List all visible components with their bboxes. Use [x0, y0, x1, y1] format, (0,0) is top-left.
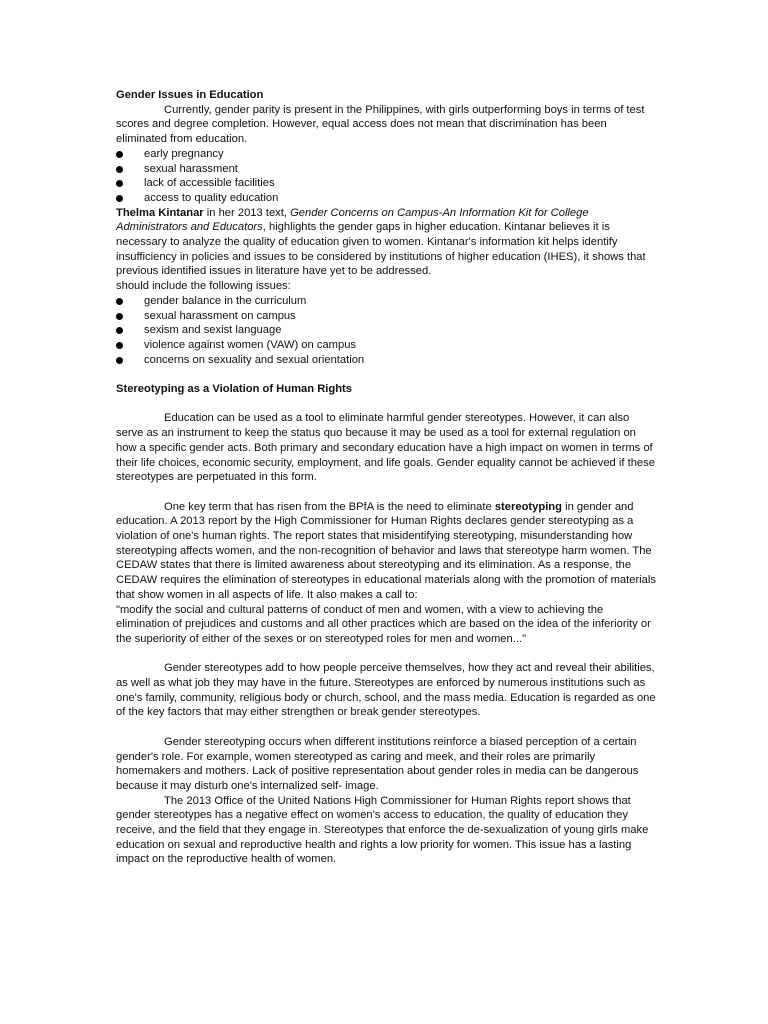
list-item	[116, 338, 658, 353]
bullet-icon	[116, 151, 123, 158]
list-item	[116, 176, 658, 191]
list-item-text: sexual harassment	[144, 162, 238, 175]
author-name: Thelma Kintanar	[116, 206, 204, 219]
bullet-icon	[116, 195, 123, 202]
spacer	[116, 397, 658, 412]
spacer	[116, 720, 658, 735]
document-page	[116, 88, 658, 867]
cedaw-quote: "modify the social and cultural patterns of conduct of men and women, with a view to achieving the elimination of prejudices and customs and all other practices which are based on the idea of the inferiority or the superiority of either of the sexes or on stereotyped roles for men and women..."	[116, 603, 651, 645]
list-item-text: access to quality education	[144, 191, 279, 204]
bullet-icon	[116, 342, 123, 349]
bullet-icon	[116, 180, 123, 187]
kintanar-text-b: , highlights the gender gaps in higher education. Kintanar believes it is necessary to analyze the quality of education given to women. Kintanar's information kit helps identify insufficiency in policies and issues to be considered by institutions of higher education (IHES), it shows that previous identified issues in literature have yet to be addressed.	[116, 221, 646, 278]
list-item-text: sexual harassment on campus	[144, 309, 296, 322]
stereotypes-paragraph-3: Gender stereotypes add to how people perceive themselves, how they act and reveal their abilities, as well as what job they may have in the future. Stereotypes are enforced by numerous institutions such as one's family, community, religious body or church, school, and the mass media. Education is regarded as one of the key factors that may either strengthen or break gender stereotypes.	[116, 662, 656, 719]
bullet-icon	[116, 327, 123, 334]
section-title-gender-issues: Gender Issues in Education	[116, 89, 264, 101]
issues-lead-in-text: should include the following issues:	[116, 280, 291, 293]
spacer	[116, 367, 658, 382]
paragraph-text-a: One key term that has risen from the BPfA is the need to eliminate	[164, 500, 495, 513]
section-title-stereotyping: Stereotyping as a Violation of Human Rights	[116, 383, 353, 396]
spacer	[116, 485, 658, 500]
bullet-icon	[116, 166, 123, 173]
intro-paragraph: Currently, gender parity is present in the Philippines, with girls outperforming boys in terms of test scores and degree completion. However, equal access does not mean that discrimination has been eliminated from education.	[116, 103, 645, 146]
issues-lead-in	[116, 279, 658, 294]
list-item-text: gender balance in the curriculum	[144, 294, 307, 307]
higher-education-issues-list	[116, 294, 658, 368]
stereotypes-paragraph-2	[116, 500, 658, 603]
list-item-text: lack of accessible facilities	[144, 177, 275, 190]
kintanar-text-a: in her 2013 text,	[203, 206, 291, 219]
list-item	[116, 353, 658, 368]
bullet-icon	[116, 298, 123, 305]
kintanar-paragraph	[116, 206, 658, 280]
list-item	[116, 309, 658, 324]
list-item	[116, 162, 658, 177]
list-item-text: early pregnancy	[144, 147, 224, 160]
bullet-icon	[116, 357, 123, 364]
discrimination-issues-list	[116, 147, 658, 206]
bold-term: stereotyping	[494, 500, 562, 513]
stereotypes-paragraph-4: Gender stereotyping occurs when different institutions reinforce a biased perception of a certain gender's role. For example, women stereotyped as caring and meek, and their roles are primarily homemakers and mothers. Lack of positive representation about gender roles in media can be dangerous because it may disturb one's internalized self- image.	[116, 735, 639, 792]
spacer	[116, 647, 658, 662]
bullet-icon	[116, 313, 123, 320]
list-item-text: concerns on sexuality and sexual orientation	[144, 353, 365, 366]
book-title: Gender Concerns on Campus-An Information Kit for College Administrators and Educators	[116, 206, 589, 234]
list-item-text: violence against women (VAW) on campus	[144, 338, 357, 351]
list-item	[116, 323, 658, 338]
list-item	[116, 147, 658, 162]
stereotypes-paragraph-1: Education can be used as a tool to eliminate harmful gender stereotypes. However, it can also serve as an instrument to keep the status quo because it may be used as a tool for external regulation on how a specific gender acts. Both primary and secondary education have a high impact on women in terms of their life choices, economic security, employment, and life goals. Gender equality cannot be achieved if these stereotypes are perpetuated in this form.	[116, 412, 655, 484]
list-item	[116, 191, 658, 206]
stereotypes-paragraph-5: The 2013 Office of the United Nations High Commissioner for Human Rights report shows that gender stereotypes has a negative effect on women's access to education, the quality of education they receive, and the field that they engage in. Stereotypes that enforce the de-sexualization of young girls make education on sexual and reproductive health and rights a low priority for women. This issue has a lasting impact on the reproductive health of women.	[116, 794, 649, 866]
list-item	[116, 294, 658, 309]
paragraph-text-b: in gender and education. A 2013 report by the High Commissioner for Human Rights declares gender stereotyping as a violation of one's human rights. The report states that misidentifying stereotyping, misunderstanding how stereotyping affects women, and the non-recognition of behavior and laws that stereotype harm women. The CEDAW states that there is limited awareness about stereotyping and its elimination. As a response, the CEDAW requires the elimination of stereotypes in educational materials along with the promotion of materials that show women in all aspects of life. It also makes a call to:	[116, 500, 656, 601]
list-item-text: sexism and sexist language	[144, 324, 282, 337]
